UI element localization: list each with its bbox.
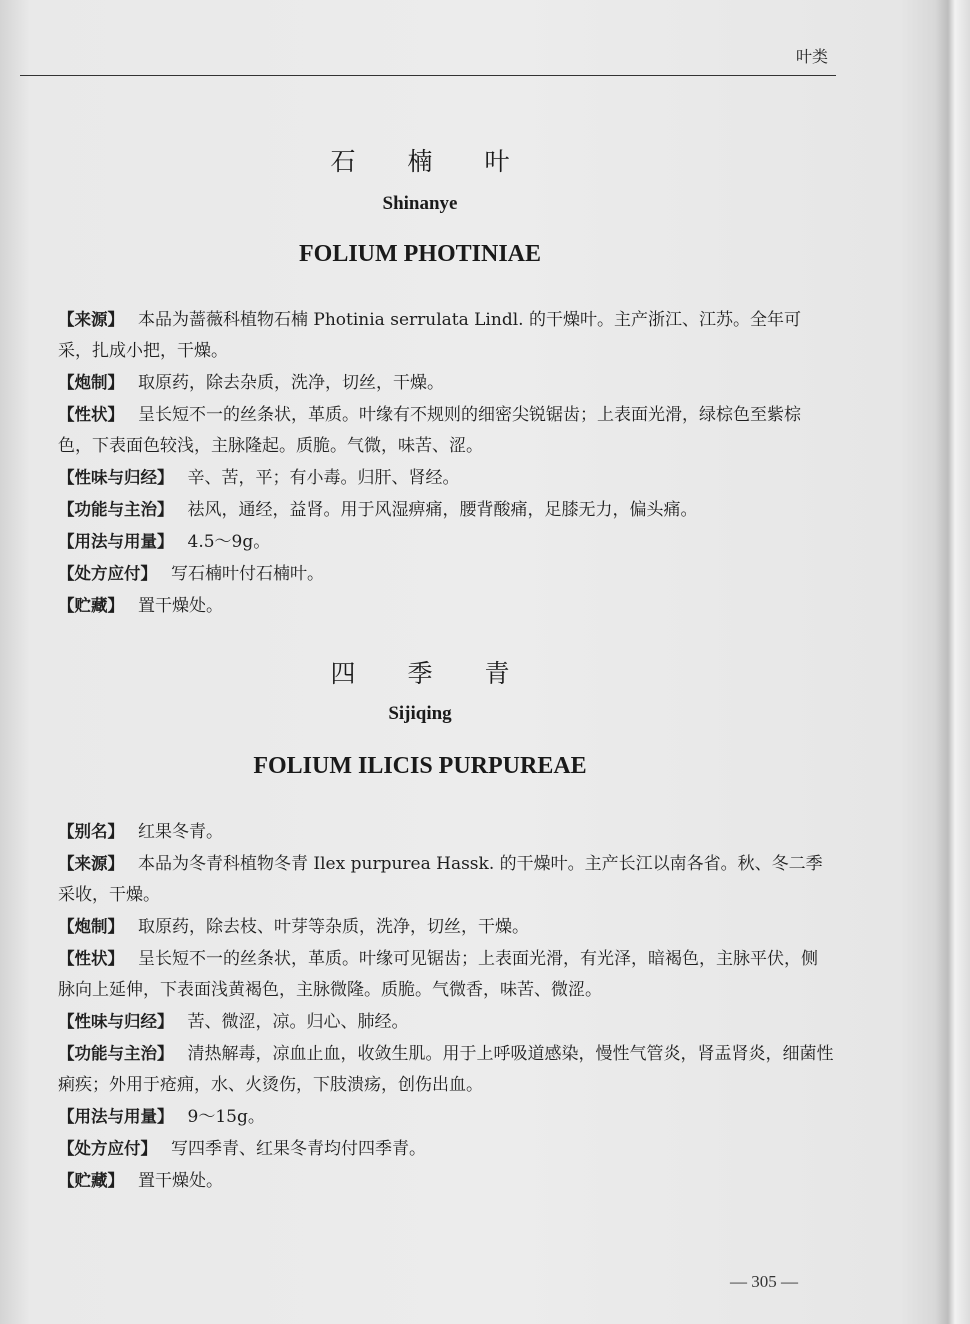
entry-property-meridian: [22, 462, 834, 494]
section-title-pinyin: Sijiqing: [388, 703, 452, 724]
section-title-latin: FOLIUM ILICIS PURPUREAE: [253, 753, 587, 779]
entry-label: 【炮制】: [58, 917, 124, 936]
section-title-pinyin: Shinanye: [382, 193, 458, 214]
entry-description: [22, 399, 834, 462]
entry-label: 【性状】: [58, 405, 124, 424]
entry-text: 辛、苦，平；有小毒。归肝、肾经。: [187, 468, 460, 488]
entry-dosage: [22, 1101, 834, 1133]
entry-property-meridian: [22, 1006, 834, 1038]
entry-label: 【性味与归经】: [58, 468, 174, 487]
entry-text: 取原药，除去枝、叶芽等杂质，洗净，切丝，干燥。: [138, 917, 529, 937]
entry-source: [22, 304, 834, 367]
entry-text: 置干燥处。: [138, 596, 223, 616]
entry-prescription: [22, 1133, 834, 1165]
entry-label: 【贮藏】: [58, 596, 124, 615]
entry-text: 呈长短不一的丝条状，革质。叶缘有不规则的细密尖锐锯齿；上表面光滑，绿棕色至紫棕色，下表面色较浅，主脉隆起。质脆。气微，味苦、涩。: [58, 405, 801, 456]
header-rule: [20, 75, 836, 76]
entry-processing: [22, 911, 834, 943]
entry-text: 9～15g。: [187, 1107, 265, 1127]
entry-label: 【处方应付】: [58, 564, 157, 583]
entry-prescription: [22, 558, 834, 590]
entry-text: 祛风，通经，益肾。用于风湿痹痛，腰背酸痛，足膝无力，偏头痛。: [187, 500, 698, 520]
entry-storage: [22, 590, 834, 622]
entry-actions-indications: [22, 1038, 834, 1101]
entry-text: 写四季青、红果冬青均付四季青。: [171, 1139, 426, 1159]
entry-label: 【贮藏】: [58, 1171, 124, 1190]
entry-label: 【来源】: [58, 310, 124, 329]
monograph-entries: [22, 816, 834, 1197]
entry-storage: [22, 1165, 834, 1197]
section-title-latin: FOLIUM PHOTINIAE: [298, 241, 541, 267]
entry-label: 【功能与主治】: [58, 1044, 174, 1063]
entry-label: 【炮制】: [58, 373, 124, 392]
entry-label: 【来源】: [58, 854, 124, 873]
entry-label: 【别名】: [58, 822, 124, 841]
entry-text: 清热解毒，凉血止血，收敛生肌。用于上呼吸道感染，慢性气管炎，肾盂肾炎，细菌性痢疾；外用于疮痈，水、火烫伤，下肢溃疡，创伤出血。: [58, 1044, 834, 1095]
page-number: — 305 —: [730, 1272, 798, 1291]
entry-label: 【性状】: [58, 949, 124, 968]
entry-dosage: [22, 526, 834, 558]
entry-text: 本品为冬青科植物冬青 Ilex purpurea Hassk. 的干燥叶。主产长江以南各省。秋、冬二季采收，干燥。: [58, 854, 823, 905]
entry-text: 本品为蔷薇科植物石楠 Photinia serrulata Lindl. 的干燥叶。主产浙江、江苏。全年可采，扎成小把，干燥。: [58, 310, 801, 361]
entry-label: 【用法与用量】: [58, 532, 174, 551]
entry-label: 【功能与主治】: [58, 500, 174, 519]
entry-text: 写石楠叶付石楠叶。: [171, 564, 324, 584]
section-title-chinese: 石楠叶: [330, 147, 562, 176]
entry-text: 呈长短不一的丝条状，革质。叶缘可见锯齿；上表面光滑，有光泽，暗褐色，主脉平伏，侧脉向上延伸，下表面浅黄褐色，主脉微隆。质脆。气微香，味苦、微涩。: [58, 949, 818, 1000]
entry-description: [22, 943, 834, 1006]
entry-text: 置干燥处。: [138, 1171, 223, 1191]
entry-label: 【性味与归经】: [58, 1012, 174, 1031]
monograph-entries: [22, 304, 834, 622]
entry-text: 苦、微涩，凉。归心、肺经。: [187, 1012, 409, 1032]
entry-text: 取原药，除去杂质，洗净，切丝，干燥。: [138, 373, 444, 393]
entry-actions-indications: [22, 494, 834, 526]
entry-label: 【处方应付】: [58, 1139, 157, 1158]
entry-text: 红果冬青。: [138, 822, 223, 842]
entry-processing: [22, 367, 834, 399]
entry-alias: [22, 816, 834, 848]
entry-label: 【用法与用量】: [58, 1107, 174, 1126]
entry-source: [22, 848, 834, 911]
running-head: 叶类: [795, 47, 828, 66]
section-title-chinese: 四季青: [330, 659, 562, 688]
entry-text: 4.5～9g。: [187, 532, 271, 552]
